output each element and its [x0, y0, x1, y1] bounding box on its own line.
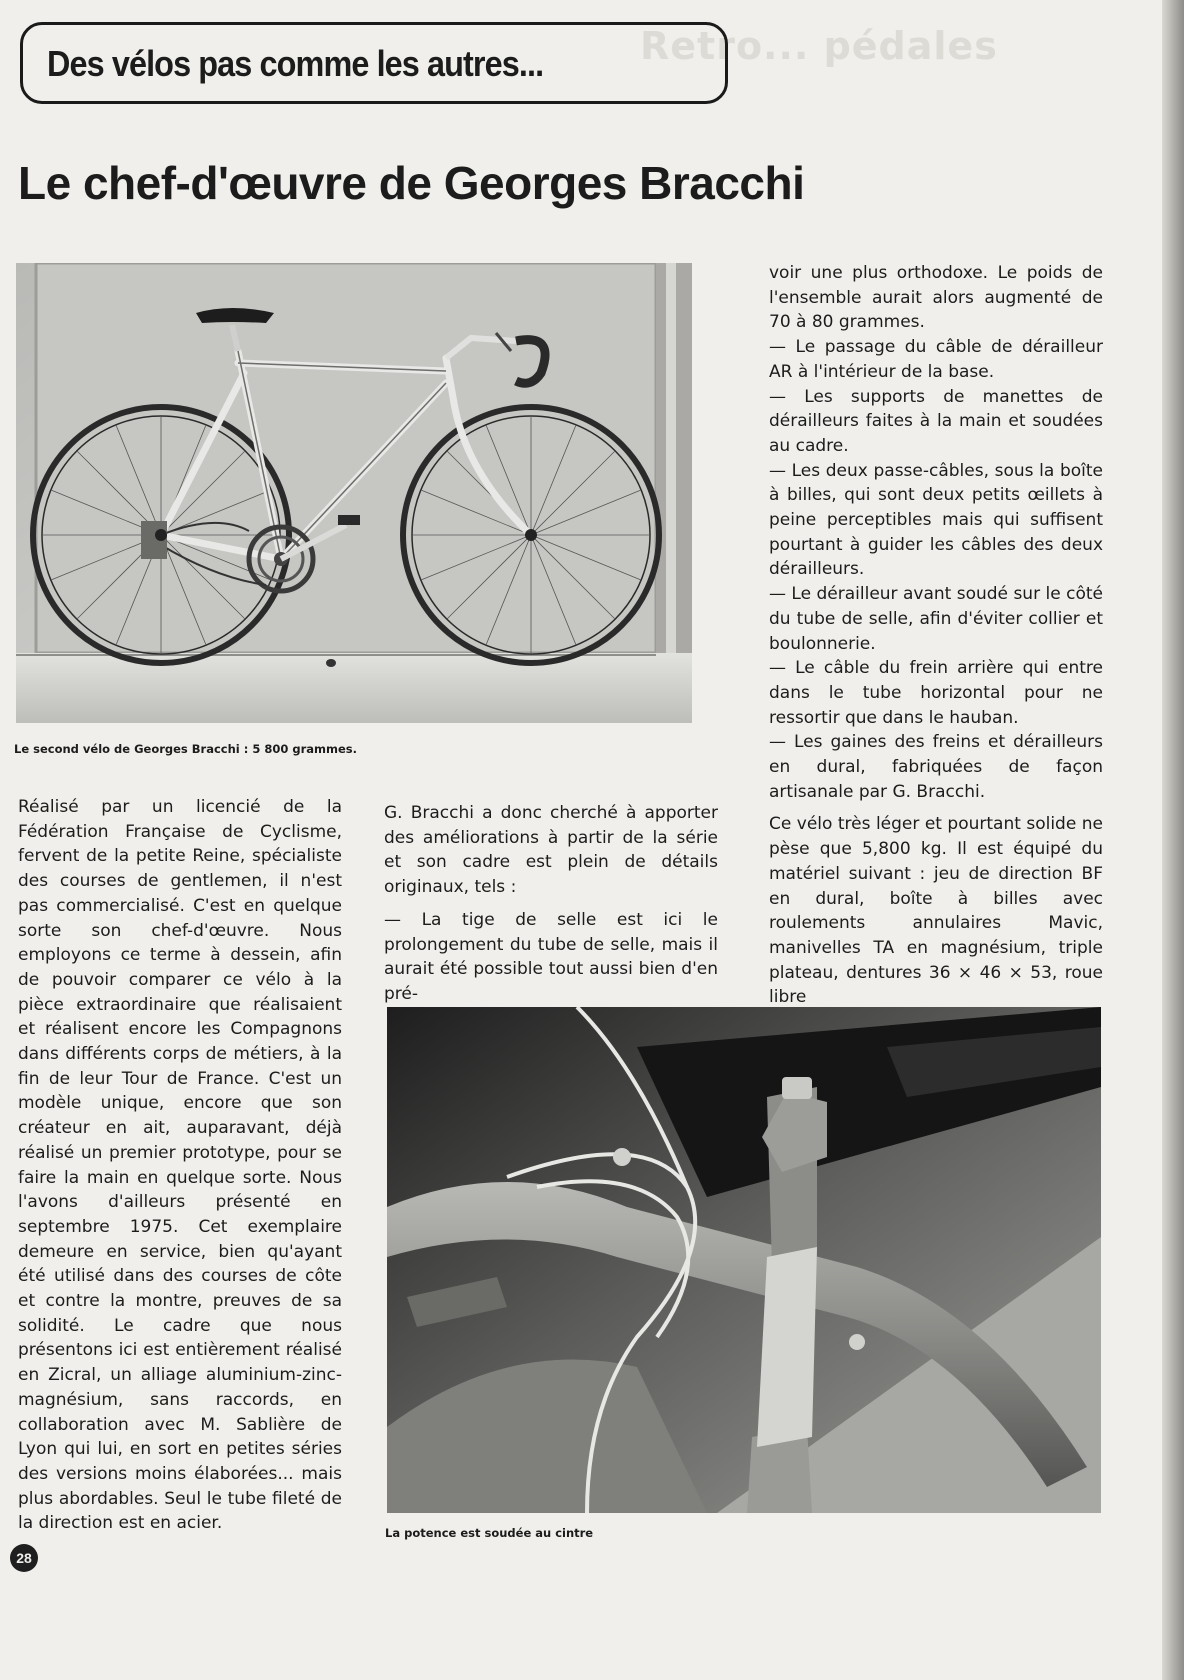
column3-item-4: — Le dérailleur avant soudé sur le côté du tube de selle, afin d'éviter collier et boulonnerie. — [769, 584, 1103, 654]
bicycle-photo — [16, 263, 692, 723]
column3-item-1: — Le passage du câble de dérailleur AR à l'intérieur de la base. — [769, 337, 1103, 382]
column2-paragraph-2: — La tige de selle est ici le prolongement du tube de selle, mais il aurait été possible tout aussi bien d'en pré- — [384, 909, 718, 1004]
stem-closeup-illustration — [387, 1007, 1101, 1513]
article-title: Le chef-d'œuvre de Georges Bracchi — [18, 157, 805, 209]
column3-paragraph-2: Ce vélo très léger et pourtant solide ne pèse que 5,800 kg. Il est équipé du matériel suivant : jeu de direction BF en dural, boîte à billes avec roulements annulaires Mavic, manivelles TA en magnésium, triple plateau, dentures 36 × 46 × 53, roue libre — [769, 814, 1103, 1008]
figure2-caption: La potence est soudée au cintre — [385, 1526, 594, 1540]
bleed-through-heading: Retro... pédales — [640, 24, 998, 68]
section-banner-text: Des vélos pas comme les autres... — [47, 43, 544, 84]
page-gutter-shadow — [1162, 0, 1184, 1680]
column3-item-3: — Les deux passe-câbles, sous la boîte à billes, qui sont deux petits œillets à peine perceptibles mais qui suffisent pourtant à guider les câbles des deux dérailleurs. — [769, 460, 1103, 580]
column3-item-2: — Les supports de manettes de dérailleurs faites à la main et soudées au cadre. — [769, 386, 1103, 456]
bicycle-illustration — [16, 263, 692, 723]
article-column-2 — [384, 801, 718, 1007]
stem-closeup-photo — [387, 1007, 1101, 1513]
column1-paragraph-1: Réalisé par un licencié de la Fédération Française de Cyclisme, fervent de la petite Reine, spécialiste des courses de gentlemen, il n'est pas commercialisé. C'est en quelque sorte son chef-d'œuvre. Nous employons ce terme à dessein, afin de pouvoir comparer ce vélo à la pièce extraordinaire que réalisaient et réalisent encore les Compagnons dans différents corps de métiers, à la fin de leur Tour de France. C'est un modèle unique, encore que son créateur en ait, auparavant, déjà réalisé un premier prototype, pour se faire la main en quelque sorte. Nous l'avons d'ailleurs présenté en septembre 1975. Cet exemplaire demeure en service, bien qu'ayant été utilisé dans des courses de côte et contre la montre, preuves de sa solidité. Le cadre que nous présentons ici est entièrement réalisé en Zicral, un alliage aluminium-zinc-magnésium, sans raccords, en collaboration avec M. Sablière de Lyon qui lui, en sort en petites séries des versions moins élaborées... mais plus abordables. Seul le tube fileté de la direction est en acier. — [18, 797, 342, 1534]
figure1-caption: Le second vélo de Georges Bracchi : 5 800 grammes. — [14, 742, 358, 756]
column3-item-6: — Les gaines des freins et dérailleurs en dural, fabriquées de façon artisanale par G. Bracchi. — [769, 732, 1103, 802]
article-column-1 — [18, 795, 342, 1536]
column3-item-5: — Le câble du frein arrière qui entre dans le tube horizontal pour ne ressortir que dans le hauban. — [769, 658, 1103, 728]
section-banner — [20, 22, 728, 104]
article-column-3 — [769, 261, 1103, 1010]
column3-paragraph-1: voir une plus orthodoxe. Le poids de l'ensemble aurait alors augmenté de 70 à 80 grammes. — [769, 263, 1103, 333]
column2-paragraph-1: G. Bracchi a donc cherché à apporter des améliorations à partir de la série et son cadre est plein de détails originaux, tels : — [384, 803, 718, 898]
page-number: 28 — [10, 1544, 38, 1572]
